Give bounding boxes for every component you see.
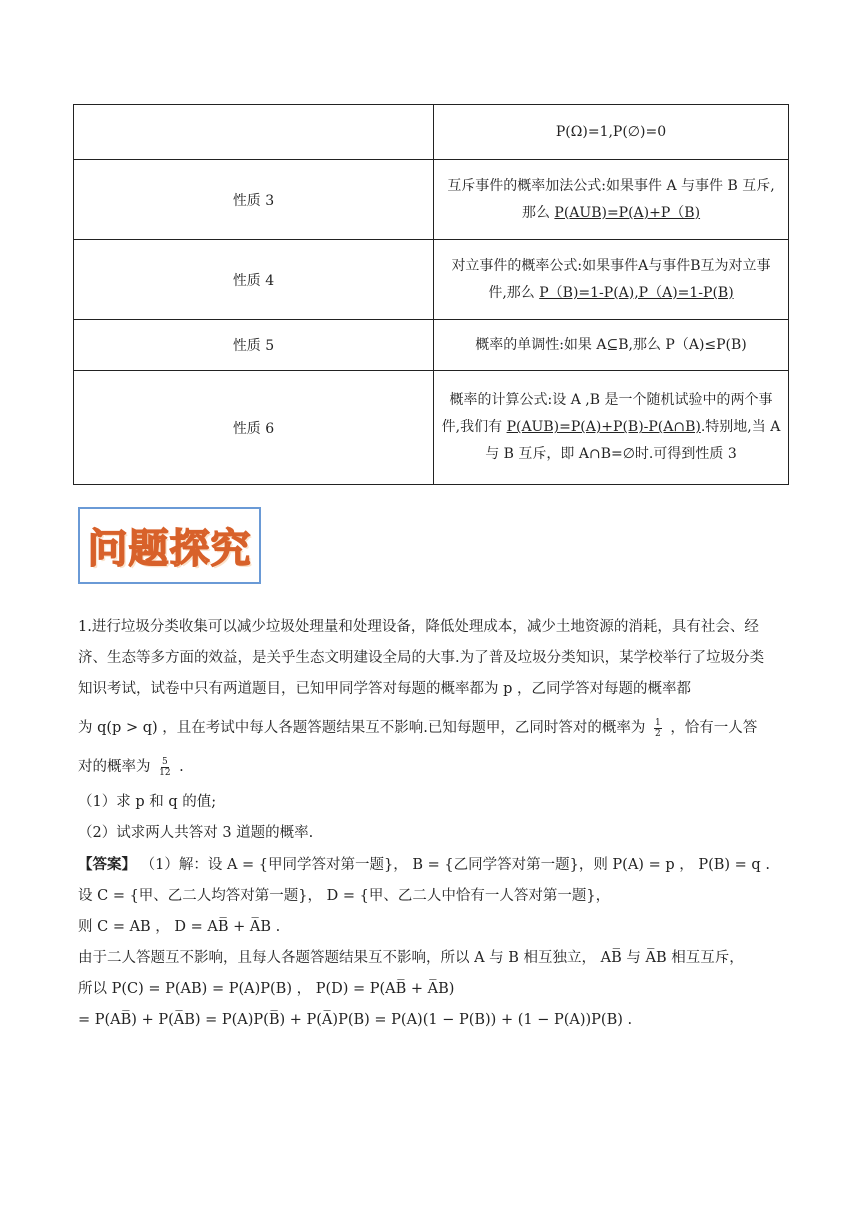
- fraction-denominator: 2: [654, 728, 661, 739]
- table-row: [74, 240, 789, 320]
- property-desc-cell: 对立事件的概率公式:如果事件A与事件B互为对立事 件,那么 P（B)=1-P(A),P（A)=1-P(B): [434, 240, 789, 320]
- question-2: （2）试求两人共答对 3 道题的概率.: [78, 825, 314, 841]
- answer-line: 所以 P(C) = P(AB) = P(A)P(B) ， P(D) = P(AB̅ + A̅B): [78, 981, 455, 997]
- property-name-cell: 性质 6: [74, 371, 434, 485]
- answer-line: 则 C = AB ， D = AB̅ + A̅B .: [78, 919, 281, 935]
- problem-text-segment: .: [179, 759, 184, 775]
- question-1: （1）求 p 和 q 的值;: [78, 794, 217, 810]
- problem-text-segment: 为 q(p > q) ，且在考试中每人各题答题结果互不影响.已知每题甲，乙同时答对的概率为: [78, 720, 646, 736]
- problem-text-line: 济、生态等多方面的效益，是关乎生态文明建设全局的大事.为了普及垃圾分类知识，某学校举行了垃圾分类: [78, 650, 765, 666]
- probability-properties-table: [73, 104, 789, 485]
- fraction-numerator: 1: [654, 717, 661, 728]
- table-row: [74, 371, 789, 485]
- section-banner-title: 问题探究: [87, 526, 252, 572]
- problem-text-segment: 对的概率为: [78, 759, 151, 775]
- table-row: [74, 160, 789, 240]
- problem-text-line: [78, 713, 790, 744]
- property-name-cell: 性质 5: [74, 320, 434, 371]
- answer-line: = P(AB̅) + P(A̅B) = P(A)P(B̅) + P(A̅)P(B) = P(A)(1 − P(B)) + (1 − P(A))P(B) .: [78, 1012, 633, 1028]
- property-name-cell: 性质 3: [74, 160, 434, 240]
- problem-content: [78, 612, 790, 1036]
- answer-line: 由于二人答题互不影响，且每人各题答题结果互不影响，所以 A 与 B 相互独立， AB̅ 与 A̅B 相互互斥，: [78, 950, 744, 966]
- fraction-denominator: 12: [159, 767, 171, 778]
- fraction-numerator: 5: [161, 756, 168, 767]
- table-row: [74, 105, 789, 160]
- property-desc-cell: 互斥事件的概率加法公式:如果事件 A 与事件 B 互斥, 那么 P(AUB)=P(A)+P（B): [434, 160, 789, 240]
- property-name-cell: [74, 105, 434, 160]
- answer-line: [78, 849, 790, 881]
- property-desc-cell: 概率的单调性:如果 A⊆B,那么 P（A)≤P(B): [434, 320, 789, 371]
- problem-text-line: 知识考试，试卷中只有两道题目，已知甲同学答对每题的概率都为 p ，乙同学答对每题的概率都: [78, 681, 691, 697]
- fraction-one-half: [654, 718, 662, 739]
- answer-text-segment: （1）解：设 A = {甲同学答对第一题}， B = {乙同学答对第一题}，则 P(A) = p ， P(B) = q .: [140, 857, 770, 873]
- property-name-cell: 性质 4: [74, 240, 434, 320]
- problem-text-line: [78, 752, 790, 783]
- fraction-five-twelfths: [159, 757, 170, 778]
- problem-text-line: 1.进行垃圾分类收集可以减少垃圾处理量和处理设备，降低处理成本，减少土地资源的消耗，具有社会、经: [78, 619, 759, 635]
- property-desc-cell: 概率的计算公式:设 A ,B 是一个随机试验中的两个事 件,我们有 P(AUB)=P(A)+P(B)-P(A∩B).特别地,当 A 与 B 互斥，即 A∩B=∅时.可得到性质 3: [434, 371, 789, 485]
- property-desc-cell: P(Ω)=1,P(∅)=0: [434, 105, 789, 160]
- problem-text-segment: ，恰有一人答: [670, 720, 758, 736]
- section-banner: [78, 507, 261, 584]
- table-row: [74, 320, 789, 371]
- answer-line: 设 C = {甲、乙二人均答对第一题}， D = {甲、乙二人中恰有一人答对第一题}，: [78, 888, 611, 904]
- answer-label: 【答案】: [78, 856, 136, 873]
